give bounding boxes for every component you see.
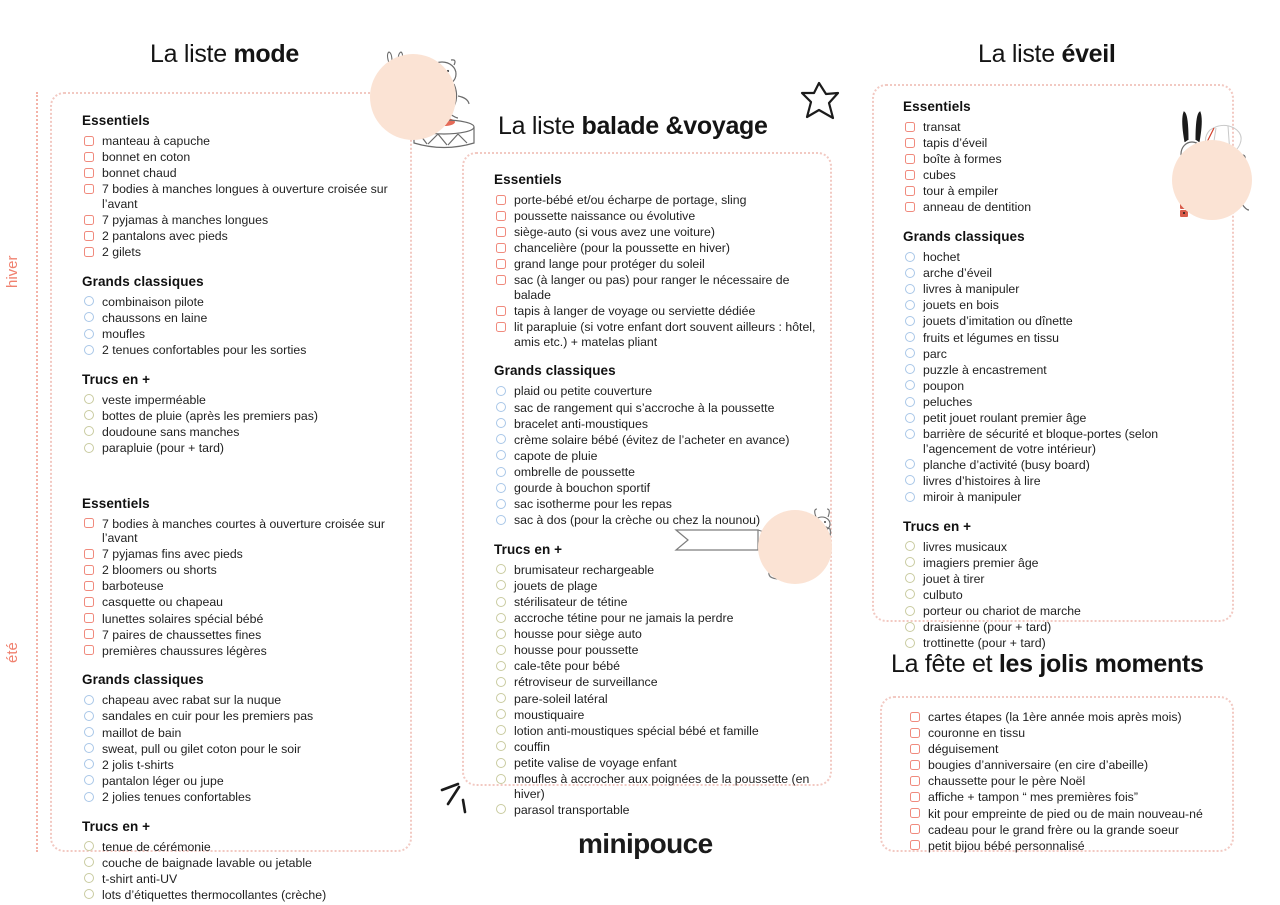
mode-winter-trucs [82, 372, 402, 456]
item-label: gourde à bouchon sportif [514, 481, 651, 495]
item-label: poupon [923, 378, 965, 393]
list-item[interactable] [494, 708, 824, 723]
item-label: housse pour siège auto [514, 627, 642, 642]
item-label: bonnet chaud [102, 166, 177, 181]
item-label: moustiquaire [514, 707, 585, 722]
item-label: cartes étapes (la 1ère année mois après mois) [928, 710, 1182, 724]
list-item[interactable] [908, 742, 1218, 757]
item-label: jouets de plage [514, 578, 598, 593]
item-label: 2 jolis t-shirts [102, 757, 174, 772]
item-label: chaussons en laine [102, 310, 208, 325]
list-item[interactable] [494, 304, 824, 319]
title-light-eveil: La liste [978, 40, 1062, 68]
item-label: kit pour empreinte de pied ou de main nouveau-né [928, 806, 1203, 821]
section-heading: Essentiels [494, 172, 562, 187]
item-label: livres d’histoires à lire [923, 473, 1041, 488]
item-label: lotion anti-moustiques spécial bébé et famille [514, 723, 759, 738]
list-item[interactable] [82, 166, 402, 181]
item-label: hochet [923, 250, 960, 265]
item-label: affiche + tampon “ mes premières fois” [928, 790, 1138, 805]
list-item[interactable] [82, 856, 402, 871]
item-label: tapis d’éveil [923, 136, 988, 151]
star-doodle [800, 80, 840, 122]
item-label: livres à manipuler [923, 282, 1020, 297]
list-item[interactable] [908, 774, 1218, 789]
list-item[interactable] [908, 758, 1218, 773]
item-label: premières chaussures légères [102, 643, 267, 658]
item-label: lots d’étiquettes thermocollantes (crèche) [102, 887, 327, 902]
checklist-eveil-classiques [903, 250, 1203, 505]
item-label: livres musicaux [923, 539, 1008, 554]
item-label: 7 bodies à manches longues à ouverture croisée sur l’avant [102, 182, 388, 211]
section-heading: Essentiels [82, 113, 150, 128]
page-title-balade [498, 112, 768, 141]
item-label: imagiers premier âge [923, 555, 1039, 570]
item-label: 2 jolies tenues confortables [102, 789, 252, 804]
list-item[interactable] [82, 150, 402, 165]
list-item[interactable] [494, 401, 824, 416]
item-label: bougies d’anniversaire (en cire d’abeille) [928, 758, 1149, 773]
list-item[interactable] [494, 627, 824, 642]
section-heading: Grands classiques [82, 273, 204, 289]
title-light-fete: La fête et [891, 650, 999, 678]
list-item[interactable] [82, 579, 402, 594]
list-item[interactable] [82, 343, 402, 358]
list-item[interactable] [494, 320, 824, 349]
item-label: 7 bodies à manches courtes à ouverture croisée sur l’avant [102, 516, 385, 546]
item-label: t-shirt anti-UV [102, 871, 178, 886]
item-label: couche de baignade lavable ou jetable [102, 855, 312, 870]
page-title-mode [150, 40, 299, 69]
list-item[interactable] [908, 710, 1218, 725]
list-item[interactable] [494, 772, 824, 801]
item-label: plaid ou petite couverture [514, 384, 653, 399]
item-label: transat [923, 120, 961, 134]
item-label: bottes de pluie (après les premiers pas) [102, 408, 318, 423]
section-heading: Trucs en + [82, 818, 151, 834]
item-label: 2 tenues confortables pour les sorties [102, 343, 307, 358]
item-label: ombrelle de poussette [514, 464, 635, 479]
item-label: cadeau pour le grand frère ou la grande soeur [928, 822, 1179, 837]
item-label: parapluie (pour + tard) [102, 440, 225, 455]
list-item[interactable] [82, 134, 402, 149]
list-item[interactable] [82, 311, 402, 326]
item-label: cubes [923, 168, 956, 183]
eveil-trucs [903, 519, 1203, 651]
item-label: accroche tétine pour ne jamais la perdre [514, 611, 734, 626]
item-label: anneau de dentition [923, 200, 1032, 215]
item-label: couffin [514, 739, 551, 754]
season-label-ete: été [1, 642, 24, 663]
item-label: lit parapluie (si votre enfant dort souvent ailleurs : hôtel, amis etc.) + matelas pliant [514, 320, 816, 349]
checklist-mode-summer-trucs [82, 840, 402, 903]
checklist-mode-winter-essentiels [82, 134, 402, 260]
list-item[interactable] [903, 620, 1203, 635]
list-item[interactable] [903, 314, 1203, 329]
list-item[interactable] [82, 726, 402, 741]
list-item[interactable] [903, 331, 1203, 346]
item-label: rétroviseur de surveillance [514, 675, 658, 690]
spark-doodle [438, 778, 484, 822]
list-item[interactable] [82, 628, 402, 643]
list-item[interactable] [494, 803, 824, 818]
balade-content [494, 172, 824, 819]
item-label: sac isotherme pour les repas [514, 497, 672, 512]
illustration-blob [758, 510, 832, 584]
list-item[interactable] [903, 282, 1203, 297]
title-light-mode: La liste [150, 40, 234, 68]
list-item[interactable] [494, 724, 824, 739]
list-item[interactable] [494, 417, 824, 432]
list-item[interactable] [903, 363, 1203, 378]
mode-summer-trucs [82, 819, 402, 903]
item-label: chapeau avec rabat sur la nuque [102, 693, 282, 708]
list-item[interactable] [903, 266, 1203, 281]
item-label: déguisement [928, 742, 999, 757]
fete-content [908, 710, 1218, 855]
item-label: doudoune sans manches [102, 424, 240, 439]
title-bold-fete: les jolis moments [998, 650, 1204, 678]
title-bold-eveil: éveil [1061, 40, 1116, 68]
list-item[interactable] [494, 659, 824, 674]
item-label: sac (à langer ou pas) pour ranger le nécessaire de balade [514, 273, 790, 303]
item-label: lunettes solaires spécial bébé [102, 611, 264, 626]
mode-summer-essentiels [82, 496, 402, 659]
list-item[interactable] [82, 595, 402, 610]
mode-winter-classiques [82, 274, 402, 358]
item-label: manteau à capuche [102, 134, 211, 148]
list-item[interactable] [82, 742, 402, 757]
list-item[interactable] [903, 636, 1203, 651]
title-bold-balade: balade &voyage [581, 112, 768, 140]
list-item[interactable] [494, 273, 824, 302]
item-label: combinaison pilote [102, 294, 204, 309]
section-heading: Grands classiques [82, 672, 204, 688]
list-item[interactable] [494, 611, 824, 626]
mode-content [82, 113, 402, 904]
section-heading: Essentiels [82, 495, 150, 511]
list-item[interactable] [903, 474, 1203, 489]
section-heading: Trucs en + [82, 371, 151, 387]
illustration-airplane-banner [672, 508, 832, 608]
page-title-eveil [978, 40, 1116, 69]
item-label: jouet à tirer [923, 571, 985, 586]
checklist-mode-winter-classiques [82, 295, 402, 358]
illustration-circus [368, 52, 480, 164]
item-label: tapis à langer de voyage ou serviette dédiée [514, 304, 756, 319]
item-label: casquette ou chapeau [102, 595, 224, 610]
list-item[interactable] [82, 517, 402, 546]
item-label: maillot de bain [102, 725, 182, 740]
list-item[interactable] [908, 726, 1218, 741]
list-item[interactable] [82, 644, 402, 659]
list-item[interactable] [494, 384, 824, 399]
list-item[interactable] [82, 245, 402, 260]
item-label: sac de rangement qui s’accroche à la poussette [514, 400, 775, 415]
item-label: petit jouet roulant premier âge [923, 411, 1087, 425]
list-item[interactable] [82, 295, 402, 310]
balade-essentiels [494, 172, 824, 349]
section-heading: Grands classiques [494, 363, 616, 379]
item-label: fruits et légumes en tissu [923, 330, 1060, 345]
item-label: arche d’éveil [923, 266, 993, 281]
mode-summer-classiques [82, 672, 402, 804]
list-item[interactable] [82, 441, 402, 456]
list-item[interactable] [903, 588, 1203, 603]
item-label: jouets d’imitation ou dînette [923, 314, 1073, 329]
item-label: planche d’activité (busy board) [923, 457, 1090, 472]
item-label: porte-bébé et/ou écharpe de portage, sling [514, 193, 747, 207]
star-icon [800, 80, 840, 122]
item-label: bracelet anti-moustiques [514, 416, 648, 431]
item-label: parasol transportable [514, 802, 630, 817]
list-item[interactable] [82, 872, 402, 887]
item-label: couronne en tissu [928, 726, 1026, 741]
item-label: miroir à manipuler [923, 489, 1022, 504]
list-item[interactable] [494, 740, 824, 755]
list-item[interactable] [82, 709, 402, 724]
item-label: housse pour poussette [514, 643, 639, 658]
list-item[interactable] [82, 888, 402, 903]
item-label: parc [923, 346, 947, 361]
sparkle-icon [438, 778, 484, 822]
list-item[interactable] [903, 379, 1203, 394]
item-label: pantalon léger ou jupe [102, 773, 224, 788]
eveil-classiques [903, 229, 1203, 505]
item-label: crème solaire bébé (évitez de l’acheter en avance) [514, 432, 790, 447]
section-heading: Trucs en + [903, 518, 972, 534]
list-item[interactable] [82, 790, 402, 805]
list-item[interactable] [494, 692, 824, 707]
list-item[interactable] [494, 465, 824, 480]
item-label: culbuto [923, 587, 963, 602]
item-label: brumisateur rechargeable [514, 562, 655, 577]
list-item[interactable] [82, 182, 402, 211]
list-item[interactable] [494, 241, 824, 256]
mode-winter-essentiels [82, 113, 402, 260]
section-heading: Essentiels [903, 99, 971, 114]
list-item[interactable] [494, 257, 824, 272]
item-label: stérilisateur de tétine [514, 594, 628, 609]
list-item[interactable] [494, 225, 824, 240]
list-item[interactable] [82, 213, 402, 228]
list-item[interactable] [903, 395, 1203, 410]
list-item[interactable] [82, 774, 402, 789]
item-label: 2 pantalons avec pieds [102, 229, 228, 244]
item-label: 2 bloomers ou shorts [102, 563, 217, 578]
list-item[interactable] [908, 807, 1218, 822]
item-label: capote de pluie [514, 448, 598, 463]
list-item[interactable] [903, 427, 1203, 456]
checklist-fete [908, 710, 1218, 853]
item-label: tenue de cérémonie [102, 839, 211, 854]
item-label: 2 gilets [102, 245, 141, 260]
item-label: porteur ou chariot de marche [923, 603, 1081, 618]
list-item[interactable] [903, 604, 1203, 619]
season-label-hiver: hiver [1, 255, 24, 288]
item-label: grand lange pour protéger du soleil [514, 257, 705, 272]
page-title-fete [891, 650, 1204, 679]
item-label: draisienne (pour + tard) [923, 620, 1052, 635]
list-item[interactable] [908, 839, 1218, 854]
balade-classiques [494, 363, 824, 527]
item-label: poussette naissance ou évolutive [514, 209, 696, 224]
list-item[interactable] [82, 612, 402, 627]
list-item[interactable] [908, 790, 1218, 805]
list-item[interactable] [908, 823, 1218, 838]
list-item[interactable] [903, 540, 1203, 555]
section-heading: Trucs en + [494, 541, 563, 557]
item-label: petit bijou bébé personnalisé [928, 838, 1085, 853]
list-item[interactable] [494, 481, 824, 496]
list-item[interactable] [494, 675, 824, 690]
list-item[interactable] [494, 643, 824, 658]
item-label: cale-tête pour bébé [514, 659, 620, 674]
item-label: barrière de sécurité et bloque-portes (selon l’agencement de votre intérieur) [923, 427, 1159, 456]
list-item[interactable] [82, 840, 402, 855]
list-item[interactable] [903, 458, 1203, 473]
item-label: petite valise de voyage enfant [514, 755, 677, 770]
list-item[interactable] [82, 547, 402, 562]
item-label: moufles à accrocher aux poignées de la poussette (en hiver) [514, 772, 810, 801]
list-item[interactable] [82, 229, 402, 244]
item-label: 7 pyjamas à manches longues [102, 212, 269, 227]
list-item[interactable] [494, 449, 824, 464]
list-item[interactable] [82, 563, 402, 578]
checklist-balade-classiques [494, 384, 824, 527]
list-item[interactable] [494, 209, 824, 224]
item-label: tour à empiler [923, 184, 999, 199]
illustration-blob [370, 54, 456, 140]
item-label: veste imperméable [102, 392, 206, 407]
item-label: barboteuse [102, 579, 164, 594]
illustration-blob [1172, 140, 1252, 220]
item-label: trottinette (pour + tard) [923, 636, 1046, 651]
list-item[interactable] [82, 693, 402, 708]
item-label: puzzle à encastrement [923, 362, 1047, 377]
item-label: bonnet en coton [102, 150, 191, 165]
checklist-balade-essentiels [494, 193, 824, 349]
list-item[interactable] [903, 298, 1203, 313]
item-label: siège-auto (si vous avez une voiture) [514, 225, 715, 240]
item-label: sac à dos (pour la crèche ou chez la nounou) [514, 513, 761, 528]
list-item[interactable] [82, 425, 402, 440]
item-label: 7 paires de chaussettes fines [102, 627, 262, 642]
checklist-eveil-trucs [903, 540, 1203, 651]
title-light-balade: La liste [498, 112, 582, 140]
item-label: pare-soleil latéral [514, 691, 608, 706]
checklist-mode-summer-essentiels [82, 517, 402, 659]
item-label: sweat, pull ou gilet coton pour le soir [102, 741, 301, 756]
list-item[interactable] [82, 393, 402, 408]
item-label: 7 pyjamas fins avec pieds [102, 547, 243, 562]
item-label: boîte à formes [923, 152, 1002, 167]
item-label: jouets en bois [923, 298, 999, 313]
section-heading: Grands classiques [903, 229, 1025, 245]
list-item[interactable] [903, 347, 1203, 362]
title-bold-mode: mode [233, 40, 299, 68]
list-item[interactable] [82, 409, 402, 424]
item-label: chaussette pour le père Noël [928, 774, 1086, 789]
list-item[interactable] [494, 756, 824, 771]
list-item[interactable] [903, 490, 1203, 505]
item-label: chancelière (pour la poussette en hiver) [514, 241, 731, 256]
list-item[interactable] [82, 327, 402, 342]
list-item[interactable] [494, 433, 824, 448]
list-item[interactable] [903, 250, 1203, 265]
checklist-mode-winter-trucs [82, 393, 402, 456]
list-item[interactable] [494, 193, 824, 208]
item-label: sandales en cuir pour les premiers pas [102, 709, 314, 724]
item-label: moufles [102, 326, 146, 341]
list-item[interactable] [903, 411, 1203, 426]
list-item[interactable] [82, 758, 402, 773]
item-label: peluches [923, 394, 973, 409]
list-item[interactable] [903, 556, 1203, 571]
season-rail [36, 92, 38, 852]
checklist-mode-summer-classiques [82, 693, 402, 804]
illustration-eveil [1158, 108, 1266, 220]
brand-logo: minipouce [578, 828, 713, 859]
list-item[interactable] [903, 572, 1203, 587]
